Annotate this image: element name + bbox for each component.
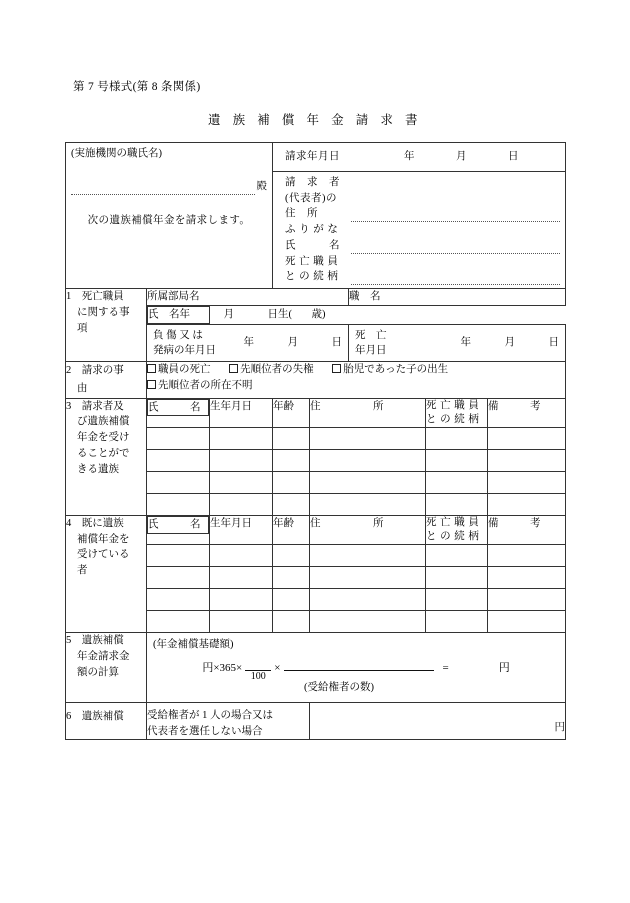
cell-age[interactable] xyxy=(273,493,310,515)
cell-birthdate[interactable] xyxy=(210,567,273,589)
request-day-unit: 日 xyxy=(508,151,519,162)
claimant-label-1: 請 求 者 xyxy=(285,176,340,188)
request-sentence: 次の遺族補償年金を請求します。 xyxy=(87,214,251,226)
claimant-address-label: 住 所 xyxy=(285,208,318,220)
formula-denominator: 100 xyxy=(250,671,266,683)
section2-options-row-1 xyxy=(147,362,565,378)
column-header-name-text: 氏 名 xyxy=(148,518,201,530)
claimant-name-input[interactable] xyxy=(351,240,560,254)
section1-label xyxy=(66,289,147,362)
formula-recipient-blank[interactable] xyxy=(284,661,434,671)
request-month-unit: 月 xyxy=(456,151,467,162)
cell-address[interactable] xyxy=(310,427,426,449)
cell-name[interactable] xyxy=(147,567,210,589)
cell-address[interactable] xyxy=(310,589,426,611)
death-label-line-2: 年月日 xyxy=(355,344,387,356)
cell-relation[interactable] xyxy=(426,493,488,515)
section1-label-line-1: 1 死亡職員 xyxy=(66,291,124,302)
section2-options xyxy=(147,361,566,398)
cell-relation[interactable] xyxy=(426,471,488,493)
column-header-remarks xyxy=(488,398,566,427)
cell-age[interactable] xyxy=(273,567,310,589)
department-cell[interactable] xyxy=(147,289,349,306)
cell-birthdate[interactable] xyxy=(210,449,273,471)
column-header-name xyxy=(147,516,209,534)
claimant-relation-label-1: 死 亡 職 員 xyxy=(285,255,339,267)
section6-condition-line-2: 代表者を選任しない場合 xyxy=(147,725,263,737)
column-header-address-text: 住 所 xyxy=(310,517,384,529)
checkbox-label-employee-death: 職員の死亡 xyxy=(158,363,211,375)
section3-label-line-2: び遺族補償 xyxy=(77,416,130,428)
cell-birthdate[interactable] xyxy=(210,471,273,493)
cell-age[interactable] xyxy=(273,427,310,449)
cell-name[interactable] xyxy=(147,545,210,567)
cell-relation[interactable] xyxy=(426,589,488,611)
deceased-name-label: 氏 名 xyxy=(148,308,180,320)
checkbox-option-whereabouts-unknown[interactable] xyxy=(147,378,253,394)
section4-label-line-2: 補償年金を xyxy=(77,533,130,545)
birth-month-unit: 月 xyxy=(223,308,234,320)
cell-remarks[interactable] xyxy=(488,449,566,471)
death-day-unit: 日 xyxy=(548,336,560,348)
cell-name[interactable] xyxy=(147,589,210,611)
cell-remarks[interactable] xyxy=(488,611,566,633)
section6-label xyxy=(66,702,147,740)
birth-day-unit: 日生( xyxy=(267,308,292,320)
institution-cell xyxy=(66,143,273,289)
section2-label-line-1: 2 請求の事 xyxy=(66,364,124,376)
injury-label-line-2: 発病の年月日 xyxy=(153,344,216,356)
column-header-address xyxy=(310,398,426,427)
injury-year-unit: 年 xyxy=(243,336,254,348)
column-header-relation-line-1: 死 亡 職 員 xyxy=(426,399,480,411)
institution-input-line[interactable] xyxy=(71,179,267,195)
cell-name[interactable] xyxy=(147,611,210,633)
section6-condition xyxy=(147,702,310,740)
formula-equals: = xyxy=(442,662,449,675)
institution-dotted-line[interactable] xyxy=(71,183,255,195)
column-header-birthdate-text: 生年月日 xyxy=(210,400,252,412)
checkbox-label-forfeiture: 先順位者の失権 xyxy=(240,363,314,375)
formula-multiply-2: × xyxy=(236,662,243,675)
checkbox-label-whereabouts-unknown: 先順位者の所在不明 xyxy=(158,379,253,391)
cell-birthdate[interactable] xyxy=(210,545,273,567)
cell-relation[interactable] xyxy=(426,427,488,449)
claimant-relation-row1 xyxy=(285,254,560,270)
cell-name[interactable] xyxy=(147,471,210,493)
section3-label xyxy=(66,398,147,515)
injury-label-line-1: 負 傷 又 は xyxy=(153,329,203,341)
checkbox-label-unborn-child: 胎児であった子の出生 xyxy=(343,363,449,375)
claimant-label-2: (代表者)の xyxy=(285,192,337,204)
section2-label xyxy=(66,361,147,398)
cell-birthdate[interactable] xyxy=(210,611,273,633)
section4-label-line-4: 者 xyxy=(77,565,88,577)
injury-month-unit: 月 xyxy=(287,336,298,348)
column-header-remarks xyxy=(488,515,566,544)
institution-label: (実施機関の職氏名) xyxy=(71,148,162,159)
cell-address[interactable] xyxy=(310,471,426,493)
cell-relation[interactable] xyxy=(426,449,488,471)
formula-fraction[interactable] xyxy=(245,661,271,682)
section4-label-line-1: 4 既に遺族 xyxy=(66,517,124,529)
column-header-address xyxy=(310,515,426,544)
recipient-count-label: (受給権者の数) xyxy=(304,682,374,694)
column-header-name xyxy=(147,399,209,417)
column-header-age-text: 年齢 xyxy=(273,400,294,412)
section5-label-line-3: 額の計算 xyxy=(77,666,119,678)
deceased-birth-fields[interactable] xyxy=(180,307,326,323)
checkbox-icon[interactable] xyxy=(229,364,238,373)
cell-relation[interactable] xyxy=(426,567,488,589)
cell-birthdate[interactable] xyxy=(210,427,273,449)
cell-remarks[interactable] xyxy=(488,545,566,567)
column-header-relation xyxy=(426,398,488,427)
cell-remarks[interactable] xyxy=(488,427,566,449)
cell-name[interactable] xyxy=(147,493,210,515)
checkbox-option-unborn-child[interactable] xyxy=(332,362,448,378)
form-table xyxy=(65,142,566,740)
cell-age[interactable] xyxy=(273,589,310,611)
column-header-relation-line-1: 死 亡 職 員 xyxy=(426,516,480,528)
column-header-relation-line-2: と の 続 柄 xyxy=(426,531,480,543)
section3-label-line-1: 3 請求者及 xyxy=(66,400,124,412)
checkbox-option-forfeiture[interactable] xyxy=(229,362,314,378)
section1-label-line-3: 項 xyxy=(77,322,88,334)
claimant-title-line1 xyxy=(285,175,560,191)
cell-address[interactable] xyxy=(310,545,426,567)
checkbox-option-employee-death[interactable] xyxy=(147,362,211,378)
death-month-unit: 月 xyxy=(504,336,516,348)
section3-label-line-3: 年金を受け xyxy=(77,432,130,444)
request-date-label: 請求年月日 xyxy=(285,151,340,162)
column-header-birthdate xyxy=(210,398,273,427)
checkbox-icon[interactable] xyxy=(147,380,156,389)
death-label-line-1: 死 亡 xyxy=(355,329,387,341)
form-number: 第 7 号様式(第 8 条関係) xyxy=(73,81,201,93)
formula-multiply-3: × xyxy=(274,662,281,675)
section5-label xyxy=(66,633,147,703)
column-header-age xyxy=(273,515,310,544)
column-header-age xyxy=(273,398,310,427)
formula-days: 365 xyxy=(219,662,237,675)
column-header-address-text: 住 所 xyxy=(310,400,384,412)
column-header-birthdate-text: 生年月日 xyxy=(210,517,252,529)
checkbox-icon[interactable] xyxy=(147,364,156,373)
claimant-name-row xyxy=(285,238,560,254)
section2-label-line-2: 由 xyxy=(77,382,88,394)
column-header-relation xyxy=(426,515,488,544)
cell-address[interactable] xyxy=(310,567,426,589)
death-date-cell[interactable] xyxy=(349,324,566,361)
cell-remarks[interactable] xyxy=(488,567,566,589)
section2-options-row-2 xyxy=(147,378,565,394)
section5-label-line-2: 年金請求金 xyxy=(77,651,130,663)
formula-yen-unit: 円 xyxy=(202,662,214,675)
injury-date-cell[interactable] xyxy=(147,324,349,361)
section4-label-line-3: 受けている xyxy=(77,549,130,561)
section6-amount-cell[interactable] xyxy=(310,702,566,740)
claimant-furigana-input[interactable] xyxy=(351,225,560,238)
cell-address[interactable] xyxy=(310,449,426,471)
death-year-unit: 年 xyxy=(460,336,472,348)
formula-result-unit: 円 xyxy=(498,662,510,675)
section5-label-line-1: 5 遺族補償 xyxy=(66,635,124,647)
section6-condition-line-1: 受給権者が 1 人の場合又は xyxy=(147,709,273,721)
position-cell[interactable] xyxy=(349,289,566,306)
department-label: 所属部局名 xyxy=(147,291,200,302)
request-date-fields[interactable] xyxy=(404,149,560,165)
section1-label-line-2: に関する事 xyxy=(77,306,130,318)
injury-date-fields[interactable] xyxy=(244,335,343,351)
section6-amount-unit: 円 xyxy=(554,721,566,733)
column-header-name-text: 氏 名 xyxy=(148,401,201,413)
section3-label-line-4: ることがで xyxy=(77,447,130,459)
column-header-remarks-text: 備 考 xyxy=(488,400,541,412)
section4-label xyxy=(66,515,147,632)
cell-remarks[interactable] xyxy=(488,471,566,493)
birth-age-unit: 歳) xyxy=(311,308,326,320)
cell-remarks[interactable] xyxy=(488,589,566,611)
calculation-formula xyxy=(153,658,559,683)
document-title: 遺 族 補 償 年 金 請 求 書 xyxy=(207,113,422,127)
formula-multiply-1: × xyxy=(213,662,220,675)
cell-address[interactable] xyxy=(310,611,426,633)
claimant-address-row xyxy=(285,206,560,222)
claimant-name-label: 氏 名 xyxy=(285,239,340,251)
cell-address[interactable] xyxy=(310,493,426,515)
column-header-age-text: 年齢 xyxy=(273,517,294,529)
birth-year-unit: 年 xyxy=(179,308,190,320)
claimant-cell xyxy=(273,171,566,288)
cell-birthdate[interactable] xyxy=(210,589,273,611)
section3-label-line-5: きる遺族 xyxy=(77,463,119,475)
cell-name[interactable] xyxy=(147,427,210,449)
section5-calculation-cell xyxy=(147,633,566,703)
cell-age[interactable] xyxy=(273,545,310,567)
cell-age[interactable] xyxy=(273,611,310,633)
claimant-furigana-label: ふ り が な xyxy=(285,224,339,235)
checkbox-icon[interactable] xyxy=(332,364,341,373)
column-header-birthdate xyxy=(210,515,273,544)
formula-numerator-blank[interactable] xyxy=(245,661,271,670)
position-label: 職 名 xyxy=(349,291,381,302)
claimant-relation-row2 xyxy=(285,269,560,285)
claimant-relation-label-2: と の 続 柄 xyxy=(285,271,339,283)
death-date-fields[interactable] xyxy=(461,335,560,351)
pension-basis-label: (年金補償基礎額) xyxy=(153,639,234,651)
column-header-relation-line-2: と の 続 柄 xyxy=(426,413,480,425)
section6-label-line-1: 6 遺族補償 xyxy=(66,710,124,722)
request-date-cell xyxy=(273,143,566,172)
honorific-label: 殿 xyxy=(256,180,267,192)
cell-birthdate[interactable] xyxy=(210,493,273,515)
cell-age[interactable] xyxy=(273,471,310,493)
request-year-unit: 年 xyxy=(404,151,415,162)
claimant-relation-input[interactable] xyxy=(351,271,560,285)
claimant-address-input[interactable] xyxy=(351,208,560,222)
deceased-name-cell[interactable] xyxy=(147,306,326,324)
claimant-furigana-row xyxy=(285,222,560,238)
cell-relation[interactable] xyxy=(426,545,488,567)
cell-remarks[interactable] xyxy=(488,493,566,515)
injury-day-unit: 日 xyxy=(331,336,342,348)
cell-age[interactable] xyxy=(273,449,310,471)
column-header-remarks-text: 備 考 xyxy=(488,517,541,529)
claimant-title-line2 xyxy=(285,191,560,207)
cell-name[interactable] xyxy=(147,449,210,471)
cell-relation[interactable] xyxy=(426,611,488,633)
